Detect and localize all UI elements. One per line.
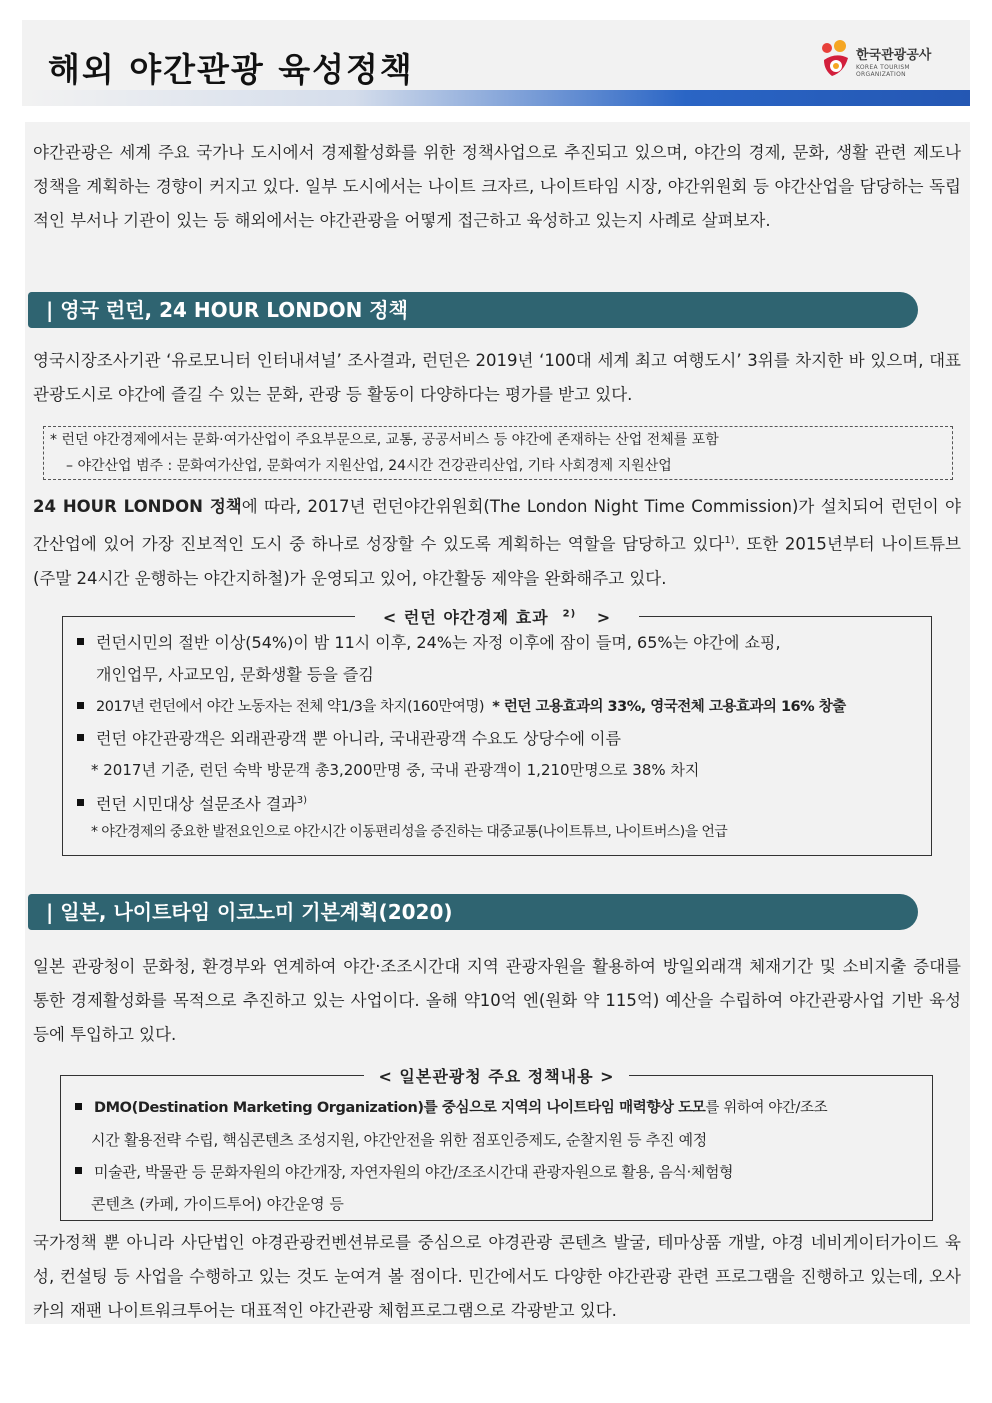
london-paragraph-1: 영국시장조사기관 ‘유로모니터 인터내셔널’ 조사결과, 런던은 2019년 ‘100대 세계 최고 여행도시’ 3위를 차지한 바 있으며, 대표 관광도시로 야간에 즐길 수 있는 문화, 관광 등 활동이 다양하다는 평가를 받고 있다. (33, 351, 961, 404)
london-note-box (43, 426, 953, 480)
london-effects-box (62, 608, 932, 856)
page-title: 해외 야간관광 육성정책 (48, 50, 414, 89)
london-employment-highlight: * 런던 고용효과의 33%, 영국전체 고용효과의 16% 창출 (492, 699, 846, 715)
dmo-highlight: DMO(Destination Marketing Organization)를 중심으로 지역의 나이트타임 매력향상 도모 (94, 1100, 706, 1116)
content-area (25, 122, 970, 1324)
bullet-square-icon (75, 1167, 82, 1174)
japan-policy-box (60, 1067, 933, 1221)
logo-text: 한국관광공사 (856, 48, 932, 63)
bullet-square-icon (77, 734, 84, 741)
london-paragraph-2-end: . 또한 2015년부터 나이트튜브(주말 24시간 운행하는 야간지하철)가 운영되고 있어, 야간활동 제약을 완화해주고 있다. (33, 534, 961, 588)
london-effect-3-note: * 2017년 기준, 런던 숙박 방문객 총3,200만명 중, 국내 관광객이 1,210만명으로 38% 차지 (91, 761, 700, 779)
section-heading-london: | 영국 런던, 24 HOUR LONDON 정책 (28, 292, 918, 328)
japan-paragraph-1: 일본 관광청이 문화청, 환경부와 연계하여 야간·조조시간대 지역 관광자원을 활용하여 방일외래객 체재기간 및 소비지출 증대를 통한 경제활성화를 목적으로 추진하고 있는 사업이다. 올해 약10억 엔(원화 약 115억) 예산을 수립하여 야간관광사업 기반 육성 등에 투입하고 있다. (33, 957, 961, 1044)
section-heading-japan: | 일본, 나이트타임 이코노미 기본계획(2020) (28, 894, 918, 930)
london-box-title-text: < 런던 야간경제 효과 (369, 608, 563, 627)
london-note-1: * 런던 야간경제에서는 문화·여가산업이 주요부문으로, 교통, 공공서비스 등 야간에 존재하는 산업 전체를 포함 (50, 432, 719, 448)
london-effect-1-cont: 개인업무, 사교모임, 문화생활 등을 즐김 (96, 665, 374, 684)
london-effect-3: 런던 야간관광객은 외래관광객 뿐 아니라, 국내관광객 수요도 상당수에 이름 (77, 723, 621, 755)
page-header (22, 20, 970, 106)
policy-name: 24 HOUR LONDON 정책 (33, 497, 242, 516)
japan-box-title: < 일본관광청 주요 정책내용 > (61, 1064, 932, 1087)
london-note-2: – 야간산업 범주 : 문화여가산업, 문화여가 지원산업, 24시간 건강관리산업, 기타 사회경제 지원산업 (66, 458, 672, 474)
bullet-square-icon (77, 702, 84, 709)
london-effect-2: 2017년 런던에서 야간 노동자는 전체 약1/3을 차지(160만여명) * 런던 고용효과의 33%, 영국전체 고용효과의 16% 창출 (77, 691, 846, 723)
london-effect-4-note: * 야간경제의 중요한 발전요인으로 야간시간 이동편리성을 증진하는 대중교통(나이트튜브, 나이트버스)을 언급 (91, 824, 728, 840)
london-box-title (63, 605, 931, 628)
kto-logo-icon (818, 38, 854, 86)
logo-subtext: KOREA TOURISM ORGANIZATION (856, 64, 910, 78)
header-stripe (22, 90, 970, 106)
london-effect-4: 런던 시민대상 설문조사 결과$^{3)}$ (77, 785, 307, 820)
bullet-square-icon (75, 1103, 82, 1110)
footnote-ref-2: 2) (562, 608, 577, 620)
japan-paragraph-2: 국가정책 뿐 아니라 사단법인 야경관광컨벤션뷰로를 중심으로 야경관광 콘텐츠 발굴, 테마상품 개발, 야경 네비게이터가이드 육성, 컨설팅 등 사업을 수행하고 있는 것도 눈여겨 볼 점이다. 민간에서도 다양한 야간관광 관련 프로그램을 진행하고 있는데, 오사카의 재팬 나이트워크투어는 대표적인 야간관광 체험프로그램으로 각광받고 있다. (33, 1233, 961, 1320)
japan-policy-1: DMO(Destination Marketing Organization)를 중심으로 지역의 나이트타임 매력향상 도모를 위하여 야간/조조 (75, 1092, 827, 1124)
london-paragraph-2-text: 에 따라, 2017년 런던야간위원회(The London Night Time Commission)가 설치되어 런던이 야간산업에 있어 가장 진보적인 도시 중 하나로 성장할 수 있도록 계획하는 역할을 담당하고 있다 (33, 497, 961, 554)
bullet-square-icon (77, 799, 84, 806)
footnote-ref-1: 1) (724, 535, 735, 546)
london-effect-1: 런던시민의 절반 이상(54%)이 밤 11시 이후, 24%는 자정 이후에 잠이 들며, 65%는 야간에 쇼핑, (77, 627, 781, 659)
london-paragraph-2 (33, 490, 961, 596)
bullet-square-icon (77, 638, 84, 645)
london-box-title-end: > (576, 608, 625, 627)
japan-policy-2-cont: 콘텐츠 (카페, 가이드투어) 야간운영 등 (91, 1195, 344, 1213)
intro-paragraph: 야간관광은 세계 주요 국가나 도시에서 경제활성화를 위한 정책사업으로 추진되고 있으며, 야간의 경제, 문화, 생활 관련 제도나 정책을 계획하는 경향이 커지고 있다. 일부 도시에서는 나이트 크자르, 나이트타임 시장, 야간위원회 등 야간산업을 담당하는 독립적인 부서나 기관이 있는 등 해외에서는 야간관광을 어떻게 접근하고 육성하고 있는지 사례로 살펴보자. (33, 143, 961, 230)
japan-policy-1-cont: 시간 활용전략 수립, 핵심콘텐츠 조성지원, 야간안전을 위한 점포인증제도, 순찰지원 등 추진 예정 (91, 1131, 707, 1149)
japan-policy-2: 미술관, 박물관 등 문화자원의 야간개장, 자연자원의 야간/조조시간대 관광자원으로 활용, 음식·체험형 (75, 1156, 733, 1188)
kto-logo (818, 38, 948, 86)
footnote-ref-3: 3) (296, 795, 307, 806)
